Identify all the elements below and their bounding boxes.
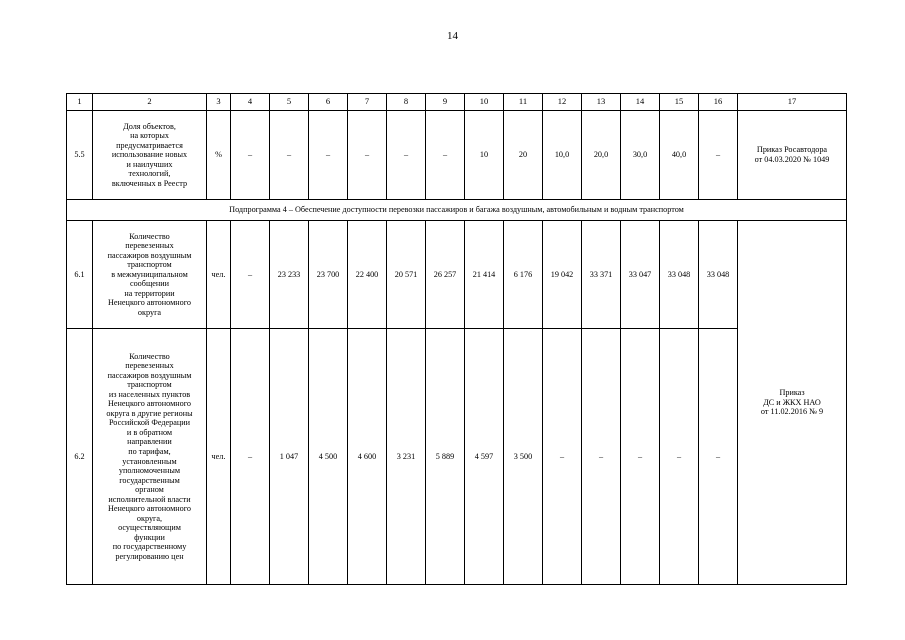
text-line: и наилучших (126, 159, 173, 169)
indicator-name (93, 111, 207, 200)
unit-cell: чел. (207, 221, 231, 329)
column-header: 2 (93, 94, 207, 111)
value-cell: 5 889 (426, 329, 465, 585)
column-header: 13 (582, 94, 621, 111)
column-header: 5 (270, 94, 309, 111)
text-line: направлении (127, 437, 172, 447)
value-cell: – (231, 111, 270, 200)
column-header: 10 (465, 94, 504, 111)
value-cell: 4 597 (465, 329, 504, 585)
text-line: округа в другие регионы (106, 408, 193, 418)
value-cell: – (621, 329, 660, 585)
value-cell: 10,0 (543, 111, 582, 200)
value-cell: 3 231 (387, 329, 426, 585)
text-line: округа (137, 307, 162, 317)
table-row (67, 221, 847, 329)
indicator-name (93, 329, 207, 585)
text-line: регулированию цен (115, 551, 184, 561)
text-line: Ненецкого автономного (108, 298, 191, 308)
source-document (738, 221, 847, 585)
value-cell: 3 500 (504, 329, 543, 585)
text-line: транспортом (127, 380, 172, 390)
column-header: 12 (543, 94, 582, 111)
value-cell: – (660, 329, 699, 585)
text-line: включенных в Реестр (111, 178, 188, 188)
column-header: 6 (309, 94, 348, 111)
value-cell: 20 (504, 111, 543, 200)
text-line: Ненецкого автономного (108, 399, 191, 409)
text-line: от 04.03.2020 № 1049 (754, 155, 830, 164)
text-line: технологий, (128, 169, 171, 179)
text-line: исполнительной власти (108, 494, 191, 504)
page-number: 14 (447, 30, 458, 42)
text-line: Количество (129, 231, 170, 241)
value-cell: 23 700 (309, 221, 348, 329)
unit-cell: % (207, 111, 231, 200)
value-cell: 22 400 (348, 221, 387, 329)
value-cell: – (231, 329, 270, 585)
value-cell: 30,0 (621, 111, 660, 200)
subprogram-row (67, 200, 847, 221)
column-header: 11 (504, 94, 543, 111)
value-cell: 1 047 (270, 329, 309, 585)
value-cell: – (231, 221, 270, 329)
column-header: 17 (738, 94, 847, 111)
value-cell: – (387, 111, 426, 200)
value-cell: 4 600 (348, 329, 387, 585)
indicator-name (93, 221, 207, 329)
indicators-table (66, 93, 847, 585)
row-number: 5.5 (67, 111, 93, 200)
table-row (67, 111, 847, 200)
row-number: 6.2 (67, 329, 93, 585)
row-number: 6.1 (67, 221, 93, 329)
value-cell: – (426, 111, 465, 200)
value-cell: 20 571 (387, 221, 426, 329)
value-cell: 6 176 (504, 221, 543, 329)
column-header: 8 (387, 94, 426, 111)
text-line: установленным (122, 456, 177, 466)
value-cell: 33 371 (582, 221, 621, 329)
text-line: осуществляющим (118, 523, 181, 533)
text-line: государственным (119, 475, 180, 485)
value-cell: 20,0 (582, 111, 621, 200)
value-cell: – (543, 329, 582, 585)
text-line: Доля объектов, (123, 121, 176, 131)
column-header: 4 (231, 94, 270, 111)
column-header: 9 (426, 94, 465, 111)
value-cell: 40,0 (660, 111, 699, 200)
column-header: 14 (621, 94, 660, 111)
value-cell: – (309, 111, 348, 200)
text-line: округа, (136, 513, 163, 523)
value-cell: 21 414 (465, 221, 504, 329)
text-line: от 11.02.2016 № 9 (760, 407, 824, 417)
value-cell: 33 048 (699, 221, 738, 329)
value-cell: 33 048 (660, 221, 699, 329)
value-cell: 26 257 (426, 221, 465, 329)
text-line: использование новых (111, 150, 188, 160)
value-cell: 19 042 (543, 221, 582, 329)
text-line: Приказ (779, 388, 805, 398)
text-line: транспортом (127, 260, 172, 270)
unit-cell: чел. (207, 329, 231, 585)
text-line: по государственному (112, 542, 187, 552)
value-cell: 10 (465, 111, 504, 200)
text-line: и в обратном (126, 427, 173, 437)
text-line: предусматривается (116, 140, 183, 150)
text-line: сообщении (129, 279, 170, 289)
text-line: перевезенных (125, 241, 174, 251)
text-line: в межмуниципальном (111, 269, 188, 279)
column-header: 1 (67, 94, 93, 111)
text-line: функции (134, 532, 165, 542)
text-line: Количество (129, 351, 170, 361)
text-line: перевезенных (125, 361, 174, 371)
text-line: на территории (124, 288, 175, 298)
text-line: пассажиров воздушным (107, 370, 192, 380)
text-line: из населенных пунктов (108, 389, 191, 399)
text-line: Ненецкого автономного (108, 504, 191, 514)
value-cell: – (582, 329, 621, 585)
column-header: 3 (207, 94, 231, 111)
text-line: на которых (130, 131, 169, 141)
text-line: Приказ Росавтодора (756, 145, 828, 155)
value-cell: – (699, 111, 738, 200)
value-cell: – (270, 111, 309, 200)
text-line: по тарифам, (128, 446, 171, 456)
header-row (67, 94, 847, 111)
value-cell: 4 500 (309, 329, 348, 585)
value-cell: 23 233 (270, 221, 309, 329)
subprogram-title: Подпрограмма 4 – Обеспечение доступности перевозки пассажиров и багажа воздушным, автомобильным и водным транспортом (67, 200, 847, 221)
column-header: 15 (660, 94, 699, 111)
value-cell: – (699, 329, 738, 585)
text-line: органом (135, 485, 164, 495)
text-line: Российской Федерации (108, 418, 191, 428)
text-line: ДС и ЖКХ НАО (763, 397, 821, 407)
table-row (67, 329, 847, 585)
value-cell: 33 047 (621, 221, 660, 329)
column-header: 16 (699, 94, 738, 111)
column-header: 7 (348, 94, 387, 111)
text-line: пассажиров воздушным (107, 250, 192, 260)
text-line: уполномоченным (118, 466, 181, 476)
value-cell: – (348, 111, 387, 200)
source-document (738, 111, 847, 200)
